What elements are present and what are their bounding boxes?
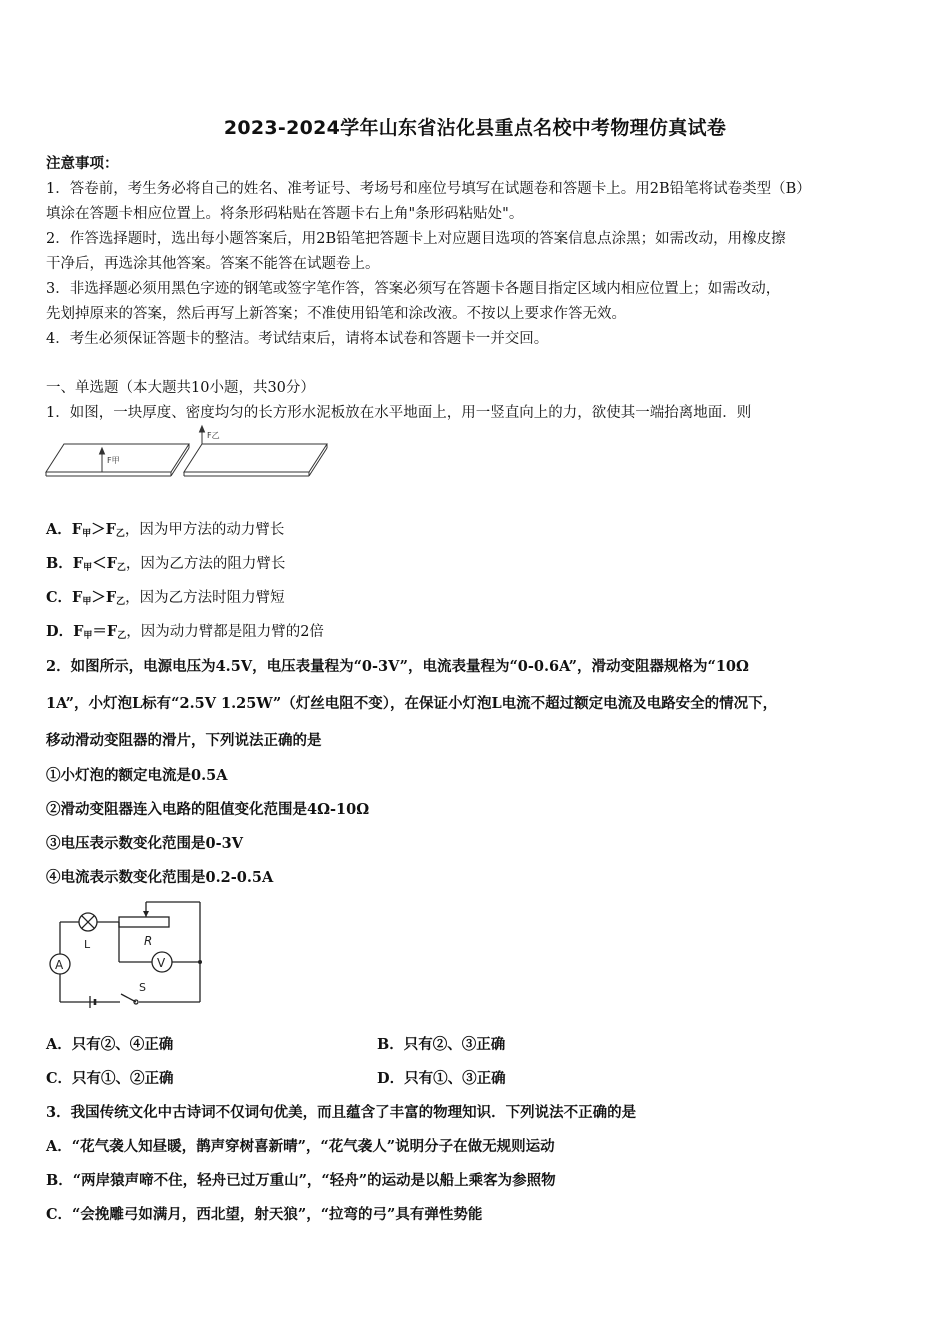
- notice-line: 3．非选择题必须用黑色字迹的钢笔或签字笔作答，答案必须写在答题卡各题目指定区域内相应位置上；如需改动，: [46, 281, 781, 297]
- q3-option-c: C．“会挽雕弓如满月，西北望，射天狼”，“拉弯的弓”具有弹性势能: [46, 1206, 483, 1223]
- q2-stem-line: 2．如图所示，电源电压为4.5V，电压表量程为“0-3V”，电流表量程为“0-0.6A”，滑动变阻器规格为“10Ω: [46, 658, 749, 675]
- q2-statement: ④电流表示数变化范围是0.2-0.5A: [46, 869, 274, 886]
- rheostat-r: [119, 917, 169, 927]
- q2-stem-line: 1A”，小灯泡L标有“2.5V 1.25W”（灯丝电阻不变），在保证小灯泡L电流不超过额定电流及电路安全的情况下，: [46, 695, 778, 712]
- q1-option-c: C．$F_甲>F_乙$，因为乙方法时阻力臂短: [46, 589, 285, 607]
- force-label-a: F甲: [107, 456, 120, 465]
- q2-option-b: B．只有②、③正确: [377, 1036, 506, 1053]
- q2-statement: ①小灯泡的额定电流是0.5A: [46, 767, 228, 784]
- q1-option-b: B．$F_甲<F_乙$，因为乙方法的阻力臂长: [46, 555, 286, 573]
- q3-option-a: A．“花气袭人知昼暖，鹊声穿树喜新晴”，“花气袭人”说明分子在做无规则运动: [46, 1138, 555, 1155]
- q2-statement: ②滑动变阻器连入电路的阻值变化范围是4Ω-10Ω: [46, 801, 370, 818]
- switch-label: S: [139, 981, 146, 994]
- notice-line: 2．作答选择题时，选出每小题答案后，用2B铅笔把答题卡上对应题目选项的答案信息点涂黑；如需改动，用橡皮擦: [46, 231, 786, 247]
- lamp-label: L: [84, 938, 91, 951]
- page-title: 2023-2024学年山东省沾化县重点名校中考物理仿真试卷: [223, 117, 727, 139]
- rheostat-label: R: [144, 934, 153, 948]
- notice-line: 填涂在答题卡相应位置上。将条形码粘贴在答题卡右上角"条形码粘贴处"。: [46, 206, 524, 222]
- q1-option-a: A．$F_甲>F_乙$，因为甲方法的动力臂长: [46, 521, 285, 539]
- notice-heading: 注意事项：: [46, 155, 119, 172]
- slab-b: [184, 444, 327, 472]
- q2-option-c: C．只有①、②正确: [46, 1070, 174, 1087]
- notice-line: 1．答卷前，考生务必将自己的姓名、准考证号、考场号和座位号填写在试题卷和答题卡上。用2B铅笔将试卷类型（B）: [46, 181, 811, 197]
- q2-option-a: A．只有②、④正确: [46, 1036, 174, 1053]
- q2-option-d: D．只有①、③正确: [377, 1070, 506, 1087]
- voltmeter-label: V: [157, 956, 166, 970]
- notice-line: 4．考生必须保证答题卡的整洁。考试结束后，请将本试卷和答题卡一并交回。: [46, 331, 549, 347]
- notice-line: 干净后，再选涂其他答案。答案不能答在试题卷上。: [46, 256, 380, 272]
- q1-stem: 1．如图，一块厚度、密度均匀的长方形水泥板放在水平地面上，用一竖直向上的力，欲使其一端抬离地面．则: [46, 405, 752, 421]
- q2-circuit: [46, 898, 211, 1008]
- ammeter-label: A: [55, 958, 64, 972]
- q2-stem-line: 移动滑动变阻器的滑片，下列说法正确的是: [46, 732, 322, 749]
- force-label-b: F乙: [207, 431, 220, 440]
- section-heading: 一、单选题（本大题共10小题，共30分）: [46, 380, 315, 396]
- q2-statement: ③电压表示数变化范围是0-3V: [46, 835, 243, 852]
- q1-option-d: D．$F_甲=F_乙$，因为动力臂都是阻力臂的2倍: [46, 623, 324, 641]
- q3-option-b: B．“两岸猿声啼不住，轻舟已过万重山”，“轻舟”的运动是以船上乘客为参照物: [46, 1172, 556, 1189]
- q3-stem: 3．我国传统文化中古诗词不仅词句优美，而且蕴含了丰富的物理知识．下列说法不正确的是: [46, 1104, 637, 1121]
- q1-figure: [44, 428, 334, 480]
- notice-line: 先划掉原来的答案，然后再写上新答案；不准使用铅笔和涂改液。不按以上要求作答无效。: [46, 306, 626, 322]
